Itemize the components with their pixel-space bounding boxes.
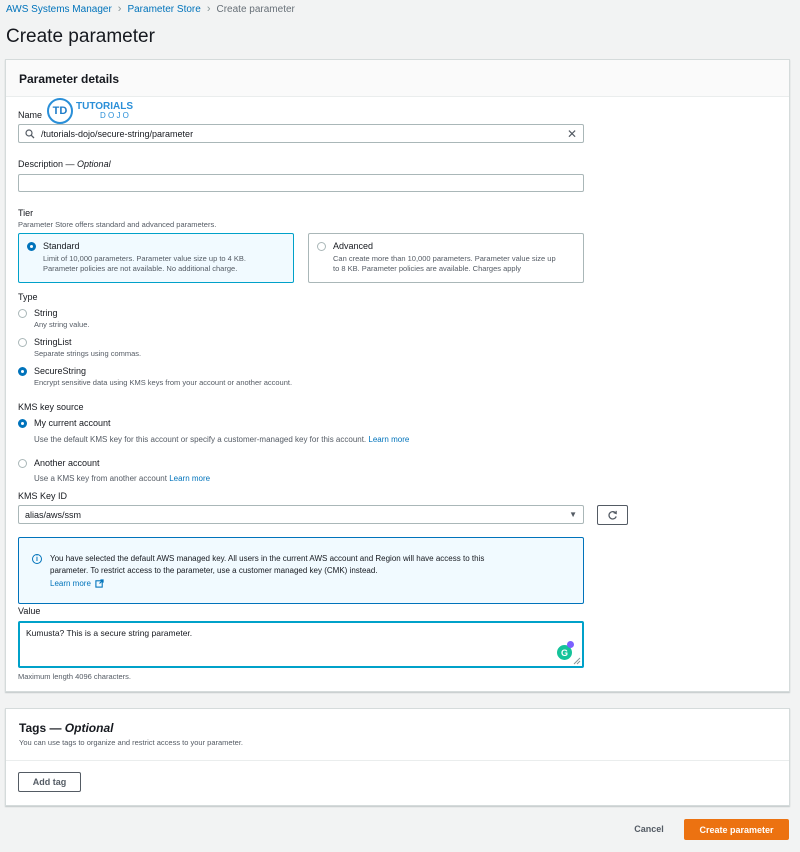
tier-standard-title: Standard <box>43 241 80 251</box>
kms-another-desc <box>34 474 210 483</box>
type-string-radio[interactable] <box>18 309 27 318</box>
type-label: Type <box>18 292 38 302</box>
panel-title: Parameter details <box>19 72 120 86</box>
name-value: /tutorials-dojo/secure-string/parameter <box>41 128 194 139</box>
tier-standard-radio[interactable] <box>27 242 36 251</box>
kms-key-label: KMS Key ID <box>18 491 68 501</box>
kms-current-learn-more[interactable]: Learn more <box>368 435 410 444</box>
type-securestring-radio[interactable] <box>18 367 27 376</box>
value-text: Kumusta? This is a secure string parameter. <box>26 628 193 638</box>
type-option-stringlist[interactable] <box>18 337 72 347</box>
tags-description: You can use tags to organize and restrict access to your parameter. <box>19 738 244 747</box>
cancel-button[interactable]: Cancel <box>634 824 664 834</box>
breadcrumb <box>6 3 295 15</box>
tier-advanced-desc-2: to 8 KB. Parameter policies are available. Charges apply <box>333 263 522 273</box>
tier-advanced-tile[interactable] <box>308 233 584 283</box>
description-input[interactable] <box>18 174 584 192</box>
tutorials-dojo-logo <box>47 98 133 124</box>
kms-current-desc-text: Use the default KMS key for this account or specify a customer-managed key for this account. <box>34 435 367 444</box>
page-title: Create parameter <box>6 26 155 47</box>
clear-icon[interactable]: ✕ <box>566 126 577 141</box>
kms-current-radio[interactable] <box>18 419 27 428</box>
tags-header <box>6 709 789 761</box>
type-securestring-title: SecureString <box>34 366 87 376</box>
kms-another-title: Another account <box>34 458 100 468</box>
kms-another-radio[interactable] <box>18 459 27 468</box>
info-alert <box>18 537 584 604</box>
type-string-desc: Any string value. <box>34 320 90 329</box>
kms-source-current[interactable] <box>18 418 111 428</box>
chevron-right-icon: › <box>117 3 122 15</box>
refresh-button[interactable] <box>597 505 628 525</box>
type-stringlist-title: StringList <box>34 337 72 347</box>
type-stringlist-desc: Separate strings using commas. <box>34 349 142 358</box>
add-tag-button[interactable]: Add tag <box>18 772 81 792</box>
alert-learn-more[interactable]: Learn more <box>50 578 91 588</box>
logo-line2: D O J O <box>100 111 129 121</box>
optional-text: Optional <box>77 159 111 169</box>
logo-line1: TUTORIALS <box>76 100 134 112</box>
type-securestring-desc: Encrypt sensitive data using KMS keys from your account or another account. <box>34 378 293 387</box>
external-link-icon[interactable] <box>95 579 104 588</box>
kms-another-learn-more[interactable]: Learn more <box>169 474 211 483</box>
info-icon: i <box>32 554 42 564</box>
tier-advanced-radio[interactable] <box>317 242 326 251</box>
name-label: Name <box>18 110 43 120</box>
caret-down-icon: ▼ <box>569 510 577 519</box>
tier-advanced-desc-1: Can create more than 10,000 parameters. Parameter value size up <box>333 254 556 263</box>
description-label <box>18 159 111 169</box>
tier-label: Tier <box>18 208 34 218</box>
search-icon <box>25 129 35 139</box>
kms-key-select[interactable] <box>18 505 584 524</box>
logo-text <box>76 102 133 121</box>
value-label: Value <box>18 606 41 616</box>
kms-another-desc-text: Use a KMS key from another account <box>34 474 167 483</box>
kms-key-value: alias/aws/ssm <box>25 509 82 520</box>
refresh-icon <box>607 510 618 521</box>
kms-current-title: My current account <box>34 418 111 428</box>
description-label-text: Description — <box>18 159 75 169</box>
tier-description: Parameter Store offers standard and advanced parameters. <box>18 220 217 229</box>
tags-title <box>19 721 776 735</box>
type-stringlist-radio[interactable] <box>18 338 27 347</box>
grammarly-icon[interactable]: G <box>557 645 572 660</box>
type-string-title: String <box>34 308 58 318</box>
kms-source-label: KMS key source <box>18 402 84 412</box>
breadcrumb-systems-manager[interactable]: AWS Systems Manager <box>6 3 112 15</box>
type-option-string[interactable] <box>18 308 58 318</box>
resize-handle-icon[interactable] <box>573 657 581 665</box>
value-hint: Maximum length 4096 characters. <box>18 672 131 681</box>
tier-advanced-title: Advanced <box>333 241 374 251</box>
tier-standard-desc-2: Parameter policies are not available. No additional charge. <box>43 263 238 273</box>
alert-line1: You have selected the default AWS managed key. All users in the current AWS account and Region will have access to this <box>50 554 485 563</box>
grammarly-badge-icon <box>567 641 574 648</box>
kms-current-desc <box>34 435 409 444</box>
logo-mark: TD <box>47 98 73 124</box>
tags-title-text: Tags — <box>19 721 62 735</box>
kms-source-another[interactable] <box>18 458 100 468</box>
breadcrumb-parameter-store[interactable]: Parameter Store <box>127 3 201 15</box>
tier-standard-desc-1: Limit of 10,000 parameters. Parameter value size up to 4 KB. <box>43 254 247 263</box>
create-parameter-button[interactable]: Create parameter <box>684 819 789 840</box>
name-input[interactable] <box>18 124 584 143</box>
value-textarea[interactable] <box>18 621 584 668</box>
tags-optional: Optional <box>64 721 114 735</box>
panel-header <box>6 60 789 97</box>
tier-standard-tile[interactable] <box>18 233 294 283</box>
type-option-securestring[interactable] <box>18 366 86 376</box>
tags-panel <box>5 708 790 806</box>
alert-line2: parameter. To restrict access to the parameter, use a customer managed key (CMK) instead. <box>50 566 378 576</box>
chevron-right-icon: › <box>206 3 211 15</box>
breadcrumb-current: Create parameter <box>216 3 295 15</box>
